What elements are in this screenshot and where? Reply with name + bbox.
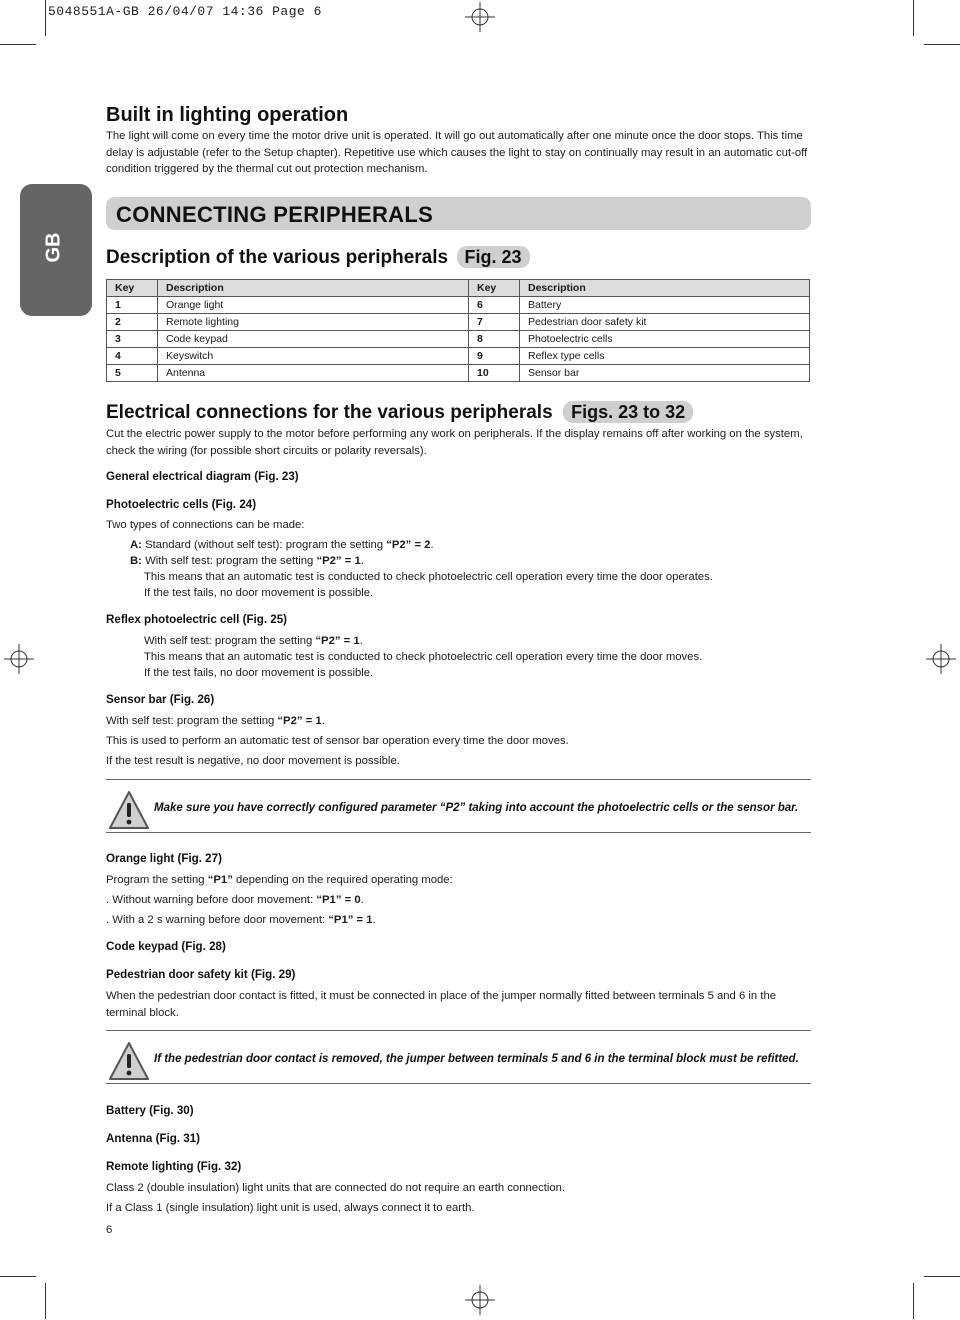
table-header-cell: Description <box>158 280 469 297</box>
photo-b-label: B: <box>130 555 142 567</box>
orange-opt1-value: “P1” = 0 <box>316 894 361 906</box>
crop-mark <box>45 0 46 36</box>
reflex-title: Reflex photoelectric cell (Fig. 25) <box>106 613 288 626</box>
battery-title: Battery (Fig. 30) <box>106 1104 194 1117</box>
table-cell: 4 <box>107 348 158 365</box>
reflex-line2: This means that an automatic test is conducted to check photoelectric cell operation every time the door moves. <box>144 651 703 663</box>
antenna-title: Antenna (Fig. 31) <box>106 1132 201 1145</box>
table-cell: 2 <box>107 314 158 331</box>
photo-b-text: With self test: program the setting <box>145 555 317 567</box>
orange-option1: . Without warning before door movement: “P1” = 0. <box>106 894 364 906</box>
lighting-title: Built in lighting operation <box>106 104 349 126</box>
table-cell: 7 <box>469 314 520 331</box>
table-header-row <box>107 280 810 297</box>
crop-mark <box>924 44 960 45</box>
table-cell: Code keypad <box>158 331 469 348</box>
electrical-heading <box>106 401 693 424</box>
remote-line1: Class 2 (double insulation) light units that are connected do not require an earth connection. <box>106 1182 566 1194</box>
lighting-text: The light will come on every time the motor drive unit is operated. It will go out automatically after one minute once the door stops. This time delay is adjustable (refer to the Setup chapter). Repetitive use which causes the light to stay on continually may result in an automatic cut-off condition triggered by the thermal cut out protection mechanism. <box>106 130 808 175</box>
warning-text: If the pedestrian door contact is removed, the jumper between terminals 5 and 6 in the terminal block must be refitted. <box>154 1053 799 1065</box>
photo-a-text: Standard (without self test): program the setting <box>145 539 387 551</box>
table-cell: Antenna <box>158 365 469 382</box>
keypad-title: Code keypad (Fig. 28) <box>106 940 226 953</box>
divider <box>106 832 811 833</box>
table-cell: 3 <box>107 331 158 348</box>
sensor-line2: This is used to perform an automatic test of sensor bar operation every time the door moves. <box>106 735 569 747</box>
table-cell: 9 <box>469 348 520 365</box>
table-cell: 6 <box>469 297 520 314</box>
section-title: CONNECTING PERIPHERALS <box>116 202 434 227</box>
reflex-line1: With self test: program the setting “P2” = 1. <box>144 635 363 647</box>
table-cell: Battery <box>520 297 810 314</box>
registration-mark-icon <box>465 1285 495 1315</box>
pedestrian-text: When the pedestrian door contact is fitted, it must be connected in place of the jumper normally fitted between terminals 5 and 6 in the terminal block. <box>106 990 777 1019</box>
sensor-line1: With self test: program the setting “P2” = 1. <box>106 715 325 727</box>
table-header-cell: Description <box>520 280 810 297</box>
crop-mark <box>913 0 914 36</box>
electrical-fig-badge: Figs. 23 to 32 <box>563 401 693 423</box>
description-title: Description of the various peripherals <box>106 247 449 268</box>
warning-triangle-icon <box>108 1041 150 1081</box>
language-tab-label: GB <box>42 232 65 263</box>
table-cell: Orange light <box>158 297 469 314</box>
orange-opt2-value: “P1” = 1 <box>328 914 373 926</box>
photo-b-line3: If the test fails, no door movement is possible. <box>144 587 374 599</box>
table-cell: Keyswitch <box>158 348 469 365</box>
table-header-cell: Key <box>107 280 158 297</box>
photo-b-line2: This means that an automatic test is conducted to check photoelectric cell operation every time the door operates. <box>144 571 713 583</box>
table-cell: 5 <box>107 365 158 382</box>
divider <box>106 779 811 780</box>
orange-line1 <box>106 872 453 889</box>
crop-mark <box>913 1283 914 1319</box>
photo-option-b: B: With self test: program the setting “P2” = 1. <box>130 555 364 567</box>
crop-mark <box>0 1276 36 1277</box>
table-cell: 1 <box>107 297 158 314</box>
pedestrian-title: Pedestrian door safety kit (Fig. 29) <box>106 968 296 981</box>
warning-text: Make sure you have correctly configured parameter “P2” taking into account the photoelectric cells or the sensor bar. <box>154 802 799 814</box>
orange-line1-value: “P1” <box>207 874 233 886</box>
general-title: General electrical diagram (Fig. 23) <box>106 470 299 483</box>
registration-mark-icon <box>926 644 956 674</box>
divider <box>106 1030 811 1031</box>
registration-mark-icon <box>465 2 495 32</box>
orange-line1-text: Program the setting <box>106 874 208 886</box>
photo-a-value: “P2” = 2 <box>386 539 431 551</box>
table-cell: Remote lighting <box>158 314 469 331</box>
page-number: 6 <box>106 1224 113 1236</box>
photo-a-label: A: <box>130 539 142 551</box>
photo-intro: Two types of connections can be made: <box>106 519 305 531</box>
peripherals-table <box>106 279 810 382</box>
table-cell: Sensor bar <box>520 365 810 382</box>
orange-title: Orange light (Fig. 27) <box>106 852 222 865</box>
sensor-line1-value: “P2” = 1 <box>277 715 322 727</box>
print-header: 5048551A-GB 26/04/07 14:36 Page 6 <box>48 4 322 19</box>
sensor-line1-text: With self test: program the setting <box>106 715 278 727</box>
divider <box>106 1083 811 1084</box>
orange-opt2-text: . With a 2 s warning before door movement: <box>106 914 329 926</box>
crop-mark <box>45 1283 46 1319</box>
description-heading <box>106 246 530 269</box>
orange-opt1-text: . Without warning before door movement: <box>106 894 317 906</box>
table-row <box>107 331 810 348</box>
table-cell: Photoelectric cells <box>520 331 810 348</box>
table-cell: 8 <box>469 331 520 348</box>
table-row <box>107 365 810 382</box>
electrical-intro: Cut the electric power supply to the motor before performing any work on peripherals. If the display remains off after working on the system, check the wiring (for possible short circuits or polarity reversals). <box>106 428 803 457</box>
orange-line1-rest: depending on the required operating mode: <box>232 874 453 886</box>
table-cell: 10 <box>469 365 520 382</box>
table-cell: Reflex type cells <box>520 348 810 365</box>
crop-mark <box>924 1276 960 1277</box>
description-fig-badge: Fig. 23 <box>457 246 530 268</box>
language-tab <box>20 184 92 316</box>
photo-b-value: “P2” = 1 <box>316 555 361 567</box>
reflex-line1-text: With self test: program the setting <box>144 635 316 647</box>
crop-mark <box>0 44 36 45</box>
orange-option2: . With a 2 s warning before door movement: “P1” = 1. <box>106 914 376 926</box>
sensor-title: Sensor bar (Fig. 26) <box>106 693 215 706</box>
table-header-cell: Key <box>469 280 520 297</box>
remote-line2: If a Class 1 (single insulation) light unit is used, always connect it to earth. <box>106 1202 475 1214</box>
warning-triangle-icon <box>108 790 150 830</box>
table-row <box>107 348 810 365</box>
sensor-line3: If the test result is negative, no door movement is possible. <box>106 755 400 767</box>
table-row <box>107 297 810 314</box>
section-header <box>106 197 811 230</box>
reflex-line3: If the test fails, no door movement is possible. <box>144 667 374 679</box>
registration-mark-icon <box>4 644 34 674</box>
remote-title: Remote lighting (Fig. 32) <box>106 1160 242 1173</box>
photo-title: Photoelectric cells (Fig. 24) <box>106 498 257 511</box>
electrical-title: Electrical connections for the various peripherals <box>106 402 553 423</box>
photo-option-a: A: Standard (without self test): program the setting “P2” = 2. <box>130 539 434 551</box>
table-row <box>107 314 810 331</box>
reflex-line1-value: “P2” = 1 <box>315 635 360 647</box>
table-cell: Pedestrian door safety kit <box>520 314 810 331</box>
